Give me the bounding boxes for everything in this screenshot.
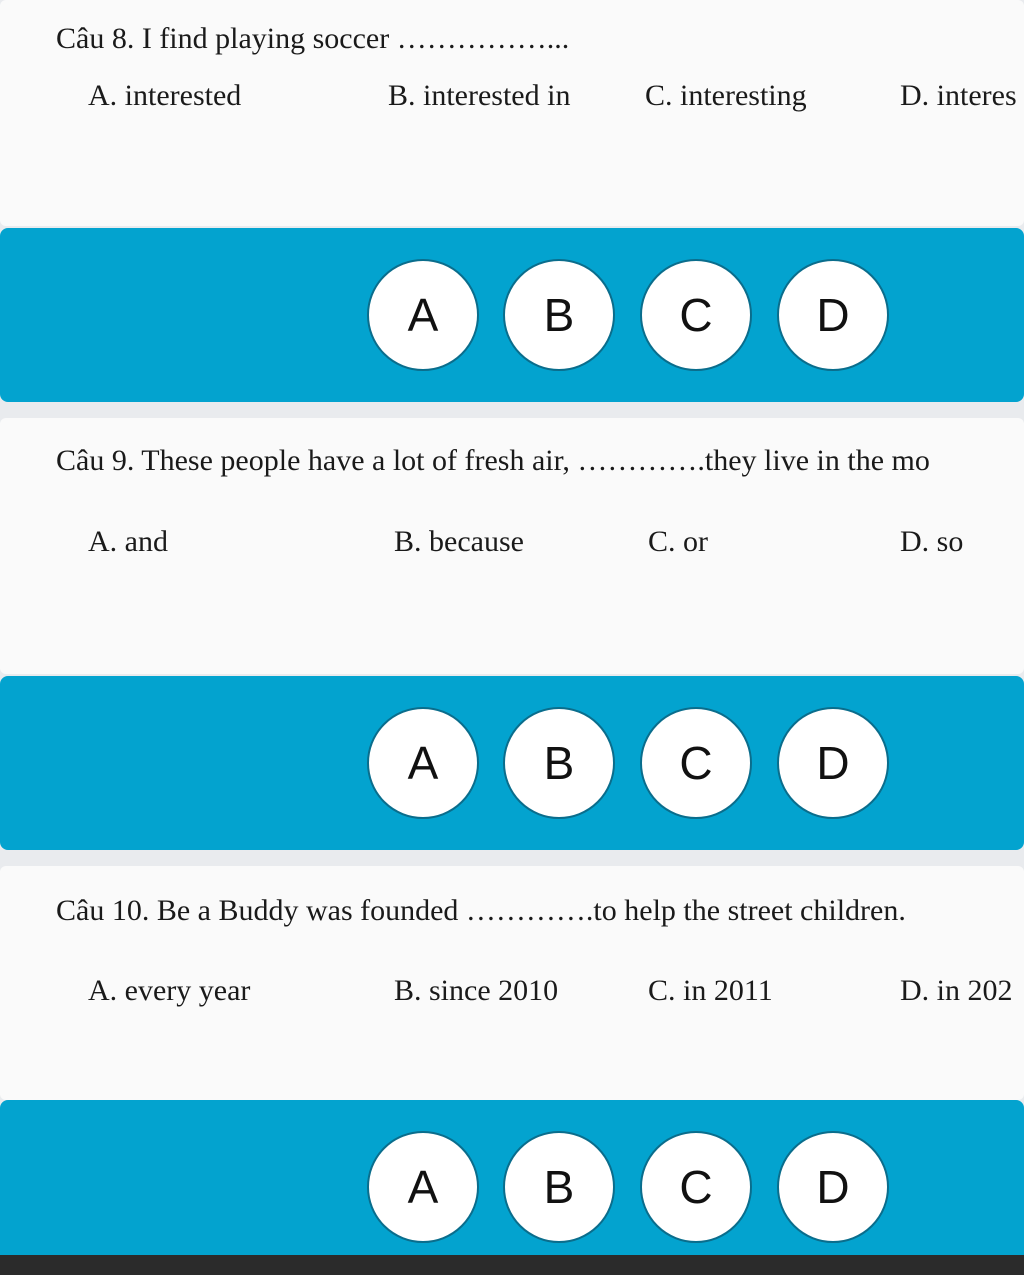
option-c: C. interesting [645,79,807,112]
option-d: D. in 202 [900,974,1013,1007]
answer-button-a[interactable]: A [367,707,479,819]
answer-button-a[interactable]: A [367,259,479,371]
answer-band-10 [0,1100,1024,1260]
answer-button-d[interactable]: D [777,259,889,371]
question-text: Câu 9. These people have a lot of fresh air, ………….they live in the mo [56,444,930,477]
question-card-9 [0,418,1024,674]
option-d: D. so [900,525,964,558]
option-b: B. interested in [388,79,571,112]
option-c: C. or [648,525,708,558]
option-b: B. because [394,525,524,558]
option-a: A. and [88,525,168,558]
option-b: B. since 2010 [394,974,559,1007]
question-card-10 [0,866,1024,1100]
option-a: A. every year [88,974,251,1007]
answer-button-c[interactable]: C [640,707,752,819]
answer-button-b[interactable]: B [503,707,615,819]
answer-button-c[interactable]: C [640,259,752,371]
option-d: D. interes [900,79,1017,112]
answer-button-c[interactable]: C [640,1131,752,1243]
question-card-8 [0,0,1024,226]
bottom-navigation-bar [0,1255,1024,1275]
answer-band-8 [0,228,1024,402]
answer-button-b[interactable]: B [503,259,615,371]
option-c: C. in 2011 [648,974,773,1007]
question-text: Câu 8. I find playing soccer ……………... [56,22,570,55]
question-text: Câu 10. Be a Buddy was founded ………….to help the street children. [56,894,906,927]
answer-button-b[interactable]: B [503,1131,615,1243]
answer-band-9 [0,676,1024,850]
option-a: A. interested [88,79,242,112]
answer-button-d[interactable]: D [777,707,889,819]
answer-button-d[interactable]: D [777,1131,889,1243]
answer-button-a[interactable]: A [367,1131,479,1243]
